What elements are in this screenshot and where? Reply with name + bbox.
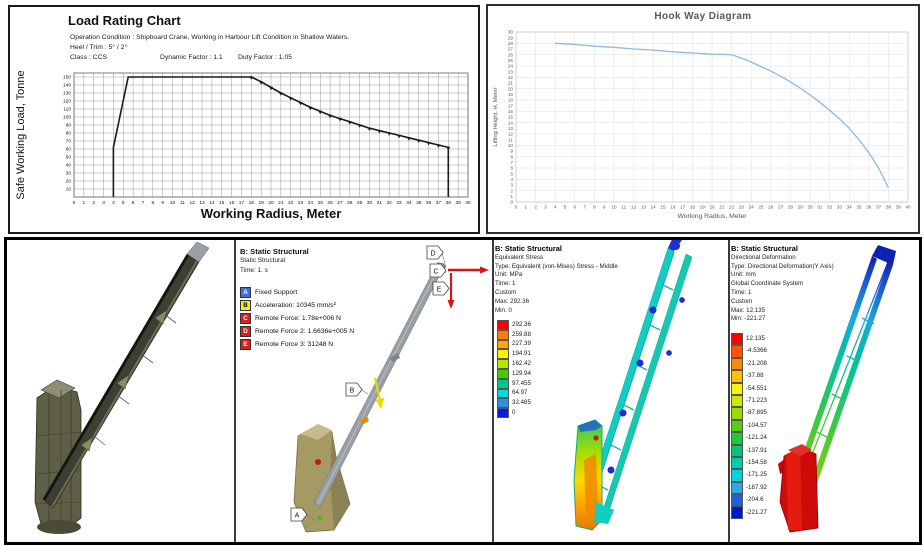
x-axis-label: Working Radius, Meter (677, 213, 747, 220)
legend-value: 129.94 (512, 369, 531, 377)
legend-swatch (731, 370, 743, 382)
boom (43, 242, 209, 508)
legend-swatch (731, 432, 743, 444)
legend-swatch (731, 358, 743, 370)
legend-row (497, 359, 531, 369)
legend-swatch (731, 383, 743, 395)
svg-text:7: 7 (510, 160, 513, 166)
svg-text:19: 19 (699, 204, 705, 210)
svg-text:20: 20 (709, 204, 715, 210)
svg-text:B: B (349, 387, 355, 395)
svg-text:6: 6 (510, 165, 513, 171)
svg-text:33: 33 (836, 204, 842, 210)
heel-trim-line: Heel / Trim : 5° / 2° (70, 44, 128, 51)
crane-setup-drawing (234, 240, 492, 536)
legend-row (497, 369, 531, 379)
info-line: Unit: MPa (495, 271, 523, 279)
svg-text:38: 38 (445, 201, 451, 206)
info-line: Equivalent Stress (495, 253, 544, 261)
svg-text:28: 28 (507, 41, 513, 47)
fea-panels-box (4, 237, 922, 545)
svg-text:110: 110 (63, 107, 71, 113)
svg-text:14: 14 (209, 201, 215, 206)
svg-text:100: 100 (62, 115, 71, 121)
svg-text:38: 38 (885, 204, 891, 210)
legend-value: 227.39 (512, 340, 531, 348)
legend-row (731, 345, 767, 357)
legend-value: -71.223 (746, 397, 767, 405)
svg-text:20: 20 (65, 179, 71, 185)
crane-3d-model-panel (7, 240, 236, 542)
legend-row (731, 494, 767, 506)
load-case-label: Fixed Support (255, 289, 298, 296)
svg-text:31: 31 (376, 201, 383, 206)
svg-text:31: 31 (817, 204, 823, 210)
svg-text:25: 25 (507, 58, 513, 64)
legend-swatch (497, 369, 509, 379)
svg-text:37: 37 (876, 204, 882, 210)
svg-text:26: 26 (768, 204, 774, 210)
legend-row (731, 420, 767, 432)
svg-text:150: 150 (62, 75, 71, 81)
svg-text:D: D (430, 250, 436, 258)
svg-text:23: 23 (738, 204, 744, 210)
setup-title: B: Static Structural (240, 247, 309, 256)
svg-text:37: 37 (435, 201, 442, 206)
svg-text:8: 8 (593, 204, 596, 210)
svg-text:17: 17 (507, 103, 513, 109)
static-structural-setup-panel (234, 240, 494, 542)
info-line: Time: 1 (731, 288, 752, 296)
hook-way-chart (488, 22, 918, 232)
legend-value: 64.97 (512, 389, 528, 397)
svg-text:20: 20 (268, 201, 274, 206)
svg-text:34: 34 (406, 201, 412, 206)
info-line: Global Coordinate System (731, 280, 804, 288)
svg-text:22: 22 (729, 204, 735, 210)
legend-value: 162.42 (512, 359, 531, 367)
svg-text:8: 8 (151, 201, 155, 206)
svg-text:13: 13 (507, 126, 513, 132)
svg-text:0: 0 (72, 201, 76, 206)
svg-text:4: 4 (510, 177, 513, 183)
info-line: Max: 292.36 (495, 297, 530, 305)
info-line: Directional Deformation (731, 253, 796, 261)
svg-text:29: 29 (507, 35, 513, 41)
legend-value: -137.91 (746, 446, 767, 454)
legend-swatch (497, 349, 509, 359)
load-case-item (240, 312, 354, 325)
svg-text:27: 27 (778, 204, 784, 210)
legend-row (497, 389, 531, 399)
svg-text:18: 18 (248, 201, 254, 206)
series-Hook Way (555, 43, 888, 188)
deformation-info-block (731, 245, 834, 324)
svg-text:12: 12 (507, 131, 513, 137)
info-line: Custom (495, 288, 517, 296)
svg-text:E: E (436, 286, 442, 294)
x-tick-labels (515, 205, 911, 210)
legend-row (731, 482, 767, 494)
legend-value: -154.58 (746, 459, 767, 466)
equivalent-stress-panel (492, 240, 730, 542)
pressure-dot (315, 459, 321, 465)
svg-text:32: 32 (386, 201, 392, 206)
svg-text:120: 120 (62, 99, 71, 105)
directional-deformation-panel (728, 240, 913, 542)
svg-text:22: 22 (507, 75, 513, 81)
y-axis-label: Safe Working Load, Tonne (15, 70, 27, 200)
load-case-marker: D (240, 326, 251, 337)
legend-row (731, 506, 767, 518)
svg-text:1: 1 (82, 201, 86, 206)
svg-text:130: 130 (62, 91, 71, 97)
dynamic-factor-label: Dynamic Factor : 1.1 (160, 54, 223, 61)
load-case-label: Remote Force: 1.78e+006 N (255, 315, 341, 322)
legend-value: 32.485 (512, 399, 531, 407)
load-case-list (240, 286, 354, 351)
panel-title: B: Static Structural (495, 244, 562, 253)
info-line: Time: 1 (495, 280, 516, 288)
svg-text:10: 10 (507, 143, 513, 149)
svg-text:4: 4 (112, 201, 115, 206)
svg-text:39: 39 (455, 201, 461, 206)
svg-text:32: 32 (827, 204, 833, 210)
legend-swatch (497, 398, 509, 408)
svg-text:22: 22 (288, 201, 294, 206)
legend-value: 12.135 (746, 335, 765, 343)
svg-text:30: 30 (366, 201, 373, 206)
legend-swatch (731, 445, 743, 457)
legend-swatch (731, 345, 743, 357)
svg-text:11: 11 (621, 204, 627, 210)
svg-text:14: 14 (650, 204, 656, 210)
legend-row (731, 457, 767, 469)
svg-text:28: 28 (787, 204, 793, 210)
svg-text:30: 30 (807, 204, 813, 210)
legend-row (497, 408, 531, 418)
legend-swatch (731, 407, 743, 419)
svg-text:9: 9 (161, 201, 164, 206)
legend-value: 97.455 (512, 379, 531, 387)
svg-text:2: 2 (510, 188, 513, 194)
legend-value: -187.92 (746, 483, 767, 491)
svg-text:11: 11 (179, 201, 185, 206)
legend-row (497, 379, 531, 389)
svg-text:27: 27 (507, 46, 513, 52)
svg-text:39: 39 (895, 204, 901, 210)
legend-row (731, 407, 767, 419)
legend-value: -54.551 (746, 384, 767, 392)
legend-value: -121.24 (746, 434, 767, 442)
flag-E (433, 282, 449, 295)
info-line: Type: Directional Deformation(Y Axis) (731, 262, 834, 270)
legend-swatch (731, 494, 743, 506)
svg-text:16: 16 (670, 204, 676, 210)
legend-swatch (731, 333, 743, 345)
svg-text:12: 12 (631, 204, 637, 210)
svg-text:19: 19 (507, 92, 513, 98)
legend-swatch (731, 395, 743, 407)
svg-text:9: 9 (510, 148, 513, 154)
svg-text:23: 23 (297, 201, 304, 206)
legend-value: -4.5366 (746, 347, 767, 355)
svg-text:90: 90 (65, 123, 71, 129)
svg-text:C: C (433, 268, 439, 276)
svg-text:13: 13 (199, 201, 205, 206)
operation-condition-line: Operation Condition : Shipboard Crane, Working in Harbour Lift Condition in Shallow Waters. (70, 34, 350, 41)
svg-text:19: 19 (258, 201, 264, 206)
duty-factor-label: Duty Factor : 1.05 (238, 54, 293, 61)
svg-text:8: 8 (510, 154, 513, 160)
legend-row (731, 333, 767, 345)
stress-info-block (495, 245, 618, 315)
svg-text:25: 25 (758, 204, 764, 210)
svg-text:1: 1 (510, 194, 513, 200)
y-tick-labels (508, 30, 514, 205)
svg-text:1: 1 (524, 204, 528, 210)
legend-swatch (731, 420, 743, 432)
legend-swatch (731, 482, 743, 494)
chart-grid (74, 73, 468, 197)
legend-value: -37.88 (746, 372, 764, 380)
legend-value: -204.6 (746, 496, 764, 504)
class-label: Class : CCS (70, 54, 108, 61)
load-case-marker: E (240, 339, 251, 350)
info-line: Max: 12.135 (731, 306, 766, 314)
legend-row (497, 349, 531, 359)
load-case-item (240, 325, 354, 338)
y-tick-labels (63, 75, 71, 193)
svg-text:7: 7 (583, 204, 586, 210)
svg-text:6: 6 (131, 201, 135, 206)
legend-value: -21.208 (746, 359, 767, 367)
legend-row (731, 383, 767, 395)
deformation-legend (731, 333, 767, 519)
info-line: Min: -221.27 (731, 315, 766, 323)
info-line: Custom (731, 297, 753, 305)
svg-text:21: 21 (507, 80, 513, 86)
legend-swatch (497, 379, 509, 389)
svg-text:16: 16 (228, 201, 235, 206)
legend-value: 292.36 (512, 320, 531, 328)
svg-text:3: 3 (102, 201, 105, 206)
svg-text:60: 60 (65, 147, 71, 153)
svg-text:40: 40 (905, 204, 911, 210)
info-line: Min: 0 (495, 306, 512, 314)
setup-subtitle: Static Structural (240, 257, 286, 264)
load-case-label: Remote Force 3: 31248 N (255, 341, 334, 348)
svg-text:33: 33 (396, 201, 402, 206)
legend-swatch (497, 330, 509, 340)
load-case-item (240, 286, 354, 299)
svg-text:18: 18 (507, 97, 513, 103)
svg-text:29: 29 (797, 204, 803, 210)
info-line: Unit: mm (731, 271, 756, 279)
svg-text:0: 0 (510, 199, 513, 205)
load-case-item (240, 299, 354, 312)
svg-text:6: 6 (573, 204, 577, 210)
svg-text:21: 21 (278, 201, 284, 206)
svg-text:70: 70 (65, 139, 71, 145)
svg-text:26: 26 (327, 201, 333, 206)
svg-text:35: 35 (856, 204, 862, 210)
legend-row (731, 469, 767, 481)
legend-row (731, 395, 767, 407)
panel-title: B: Static Structural (731, 244, 798, 253)
svg-text:36: 36 (866, 204, 872, 210)
svg-text:36: 36 (425, 201, 432, 206)
legend-swatch (497, 340, 509, 350)
pedestal (778, 444, 818, 532)
svg-text:2: 2 (92, 201, 96, 206)
load-case-marker: A (240, 287, 251, 298)
legend-swatch (497, 408, 509, 418)
svg-text:5: 5 (563, 204, 567, 210)
svg-text:35: 35 (416, 201, 422, 206)
legend-swatch (497, 359, 509, 369)
legend-row (731, 432, 767, 444)
svg-text:A: A (294, 512, 300, 520)
svg-text:24: 24 (307, 201, 314, 206)
svg-text:10: 10 (169, 201, 176, 206)
svg-text:5: 5 (510, 171, 513, 177)
svg-text:24: 24 (748, 204, 754, 210)
svg-text:10: 10 (65, 187, 71, 193)
info-line: Type: Equivalent (von-Mises) Stress - Middle (495, 262, 618, 270)
legend-value: -87.895 (746, 409, 767, 417)
legend-value: 194.91 (512, 350, 531, 358)
legend-row (731, 370, 767, 382)
svg-text:29: 29 (356, 201, 363, 206)
svg-text:9: 9 (602, 204, 606, 210)
chart-grid (516, 32, 908, 202)
y-axis-label: Lifting Height, H, Meter (493, 87, 499, 147)
svg-text:15: 15 (660, 204, 666, 210)
svg-text:28: 28 (347, 201, 353, 206)
legend-value: 0 (512, 408, 516, 416)
svg-text:34: 34 (846, 204, 852, 210)
hook-chart-title: Hook Way Diagram (654, 11, 752, 22)
legend-swatch (731, 469, 743, 481)
svg-text:30: 30 (65, 171, 71, 177)
legend-value: -171.25 (746, 471, 767, 479)
svg-text:11: 11 (508, 137, 513, 143)
svg-text:140: 140 (62, 83, 71, 89)
load-case-label: Acceleration: 10345 mm/s² (255, 302, 336, 309)
load-case-item (240, 338, 354, 351)
svg-text:3: 3 (544, 204, 547, 210)
svg-text:27: 27 (337, 201, 343, 206)
legend-swatch (497, 389, 509, 399)
legend-row (497, 330, 531, 340)
legend-row (497, 320, 531, 330)
load-case-marker: C (240, 313, 251, 324)
legend-row (497, 398, 531, 408)
crane-3d-model-drawing (7, 240, 234, 536)
svg-text:7: 7 (141, 201, 145, 206)
svg-text:23: 23 (507, 69, 513, 75)
load-case-marker: B (240, 300, 251, 311)
flag-D (427, 246, 443, 259)
svg-text:5: 5 (121, 201, 125, 206)
svg-text:25: 25 (317, 201, 323, 206)
svg-text:26: 26 (507, 52, 513, 58)
load-rating-chart (10, 61, 478, 231)
legend-row (731, 445, 767, 457)
legend-swatch (731, 457, 743, 469)
svg-text:13: 13 (640, 204, 646, 210)
load-case-label: Remote Force 2: 1.6636e+005 N (255, 328, 355, 335)
legend-swatch (731, 506, 743, 518)
legend-row (497, 340, 531, 350)
svg-text:18: 18 (689, 204, 695, 210)
svg-text:21: 21 (719, 204, 725, 210)
load-chart-title: Load Rating Chart (68, 13, 181, 28)
legend-row (731, 358, 767, 370)
svg-text:10: 10 (611, 204, 617, 210)
svg-text:15: 15 (507, 114, 513, 120)
legend-value: 259.88 (512, 330, 531, 338)
hook-way-diagram-panel (486, 4, 920, 234)
svg-text:2: 2 (534, 204, 537, 210)
legend-value: -104.57 (746, 421, 767, 429)
svg-text:24: 24 (507, 63, 513, 69)
svg-text:3: 3 (510, 182, 513, 188)
svg-text:17: 17 (238, 201, 245, 206)
x-axis-label: Working Radius, Meter (200, 206, 342, 221)
svg-text:17: 17 (680, 204, 686, 210)
legend-value: -221.27 (746, 508, 767, 516)
flag-B (346, 383, 362, 396)
svg-text:40: 40 (465, 201, 471, 206)
setup-time: Time: 1. s (240, 267, 268, 274)
svg-text:16: 16 (507, 109, 513, 115)
svg-text:15: 15 (219, 201, 225, 206)
load-rating-chart-panel (8, 5, 480, 234)
svg-text:50: 50 (65, 155, 71, 161)
svg-text:20: 20 (507, 86, 513, 92)
svg-text:0: 0 (514, 204, 518, 210)
svg-text:80: 80 (65, 131, 71, 137)
legend-swatch (497, 320, 509, 330)
svg-text:40: 40 (65, 163, 71, 169)
stress-legend (497, 320, 531, 418)
svg-text:14: 14 (507, 120, 513, 126)
svg-text:30: 30 (507, 29, 513, 35)
svg-text:12: 12 (189, 201, 195, 206)
svg-text:4: 4 (553, 204, 557, 210)
